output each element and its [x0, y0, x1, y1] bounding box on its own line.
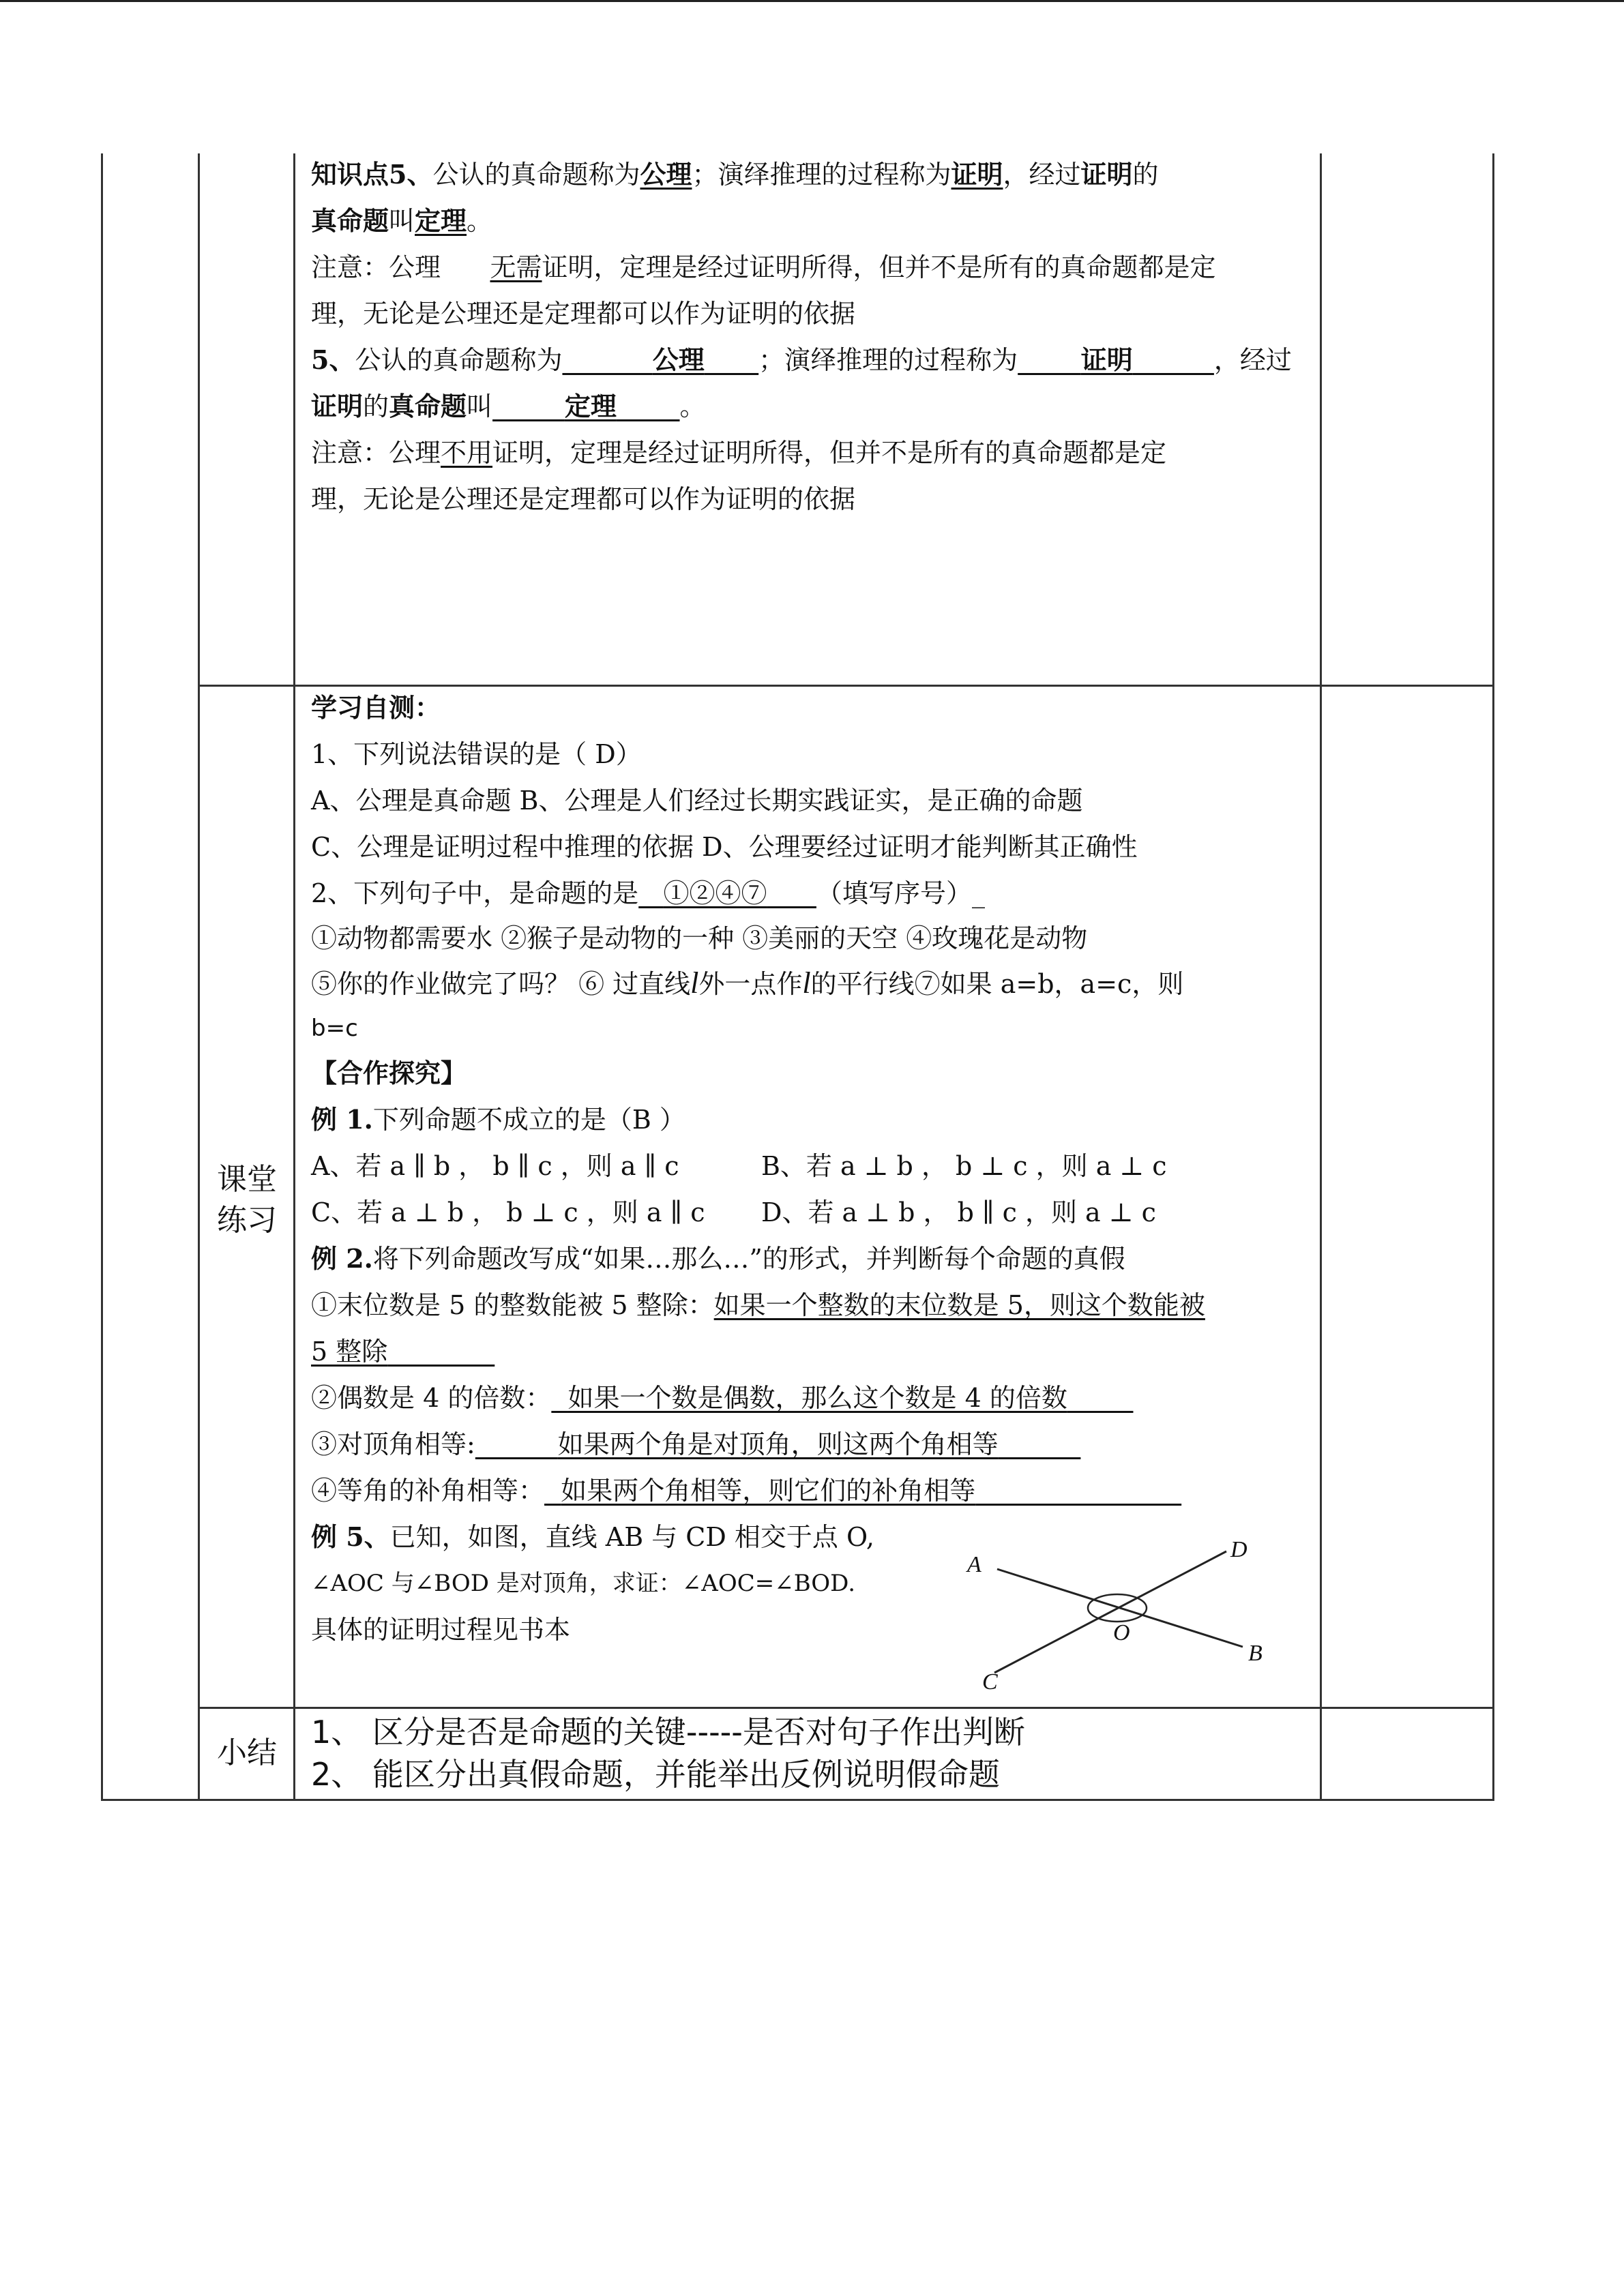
table-border-bottom	[101, 1799, 1494, 1801]
example-1-option-a: A、若 a ∥ b ， b ∥ c ，则 a ∥ c	[311, 1151, 679, 1181]
table-col-divider-1	[198, 153, 200, 1801]
q2-text: ⑤你的作业做完了吗？ ⑥ 过直线	[311, 969, 691, 999]
point-label-d: D	[1230, 1537, 1247, 1562]
p5-text-bold: 证明	[311, 391, 364, 421]
example-2-answer: 5 整除	[311, 1337, 388, 1367]
summary-cell	[311, 1711, 1314, 1795]
kp-text: 公认的真命题称为	[432, 160, 640, 190]
example-1-label: 例 1.	[311, 1104, 373, 1135]
self-test-heading: 学习自测：	[311, 692, 441, 723]
example-1-option-b: B、若 a ⊥ b ， b ⊥ c ，则 a ⊥ c	[761, 1151, 1167, 1181]
question-2-options-3: b=c	[311, 1015, 358, 1042]
note-text: 注意：公理	[311, 438, 441, 468]
p5-text: ；演绎推理的过程称为	[758, 345, 1018, 375]
note-text: 证明，定理是经过证明所得，但并不是所有的真命题都是定	[542, 252, 1216, 282]
example-1-options-ab	[311, 1143, 1314, 1189]
note-underlined: 无需	[490, 252, 542, 282]
example-2-item-text: ②偶数是 4 的倍数：	[311, 1383, 552, 1413]
question-2-options-2	[311, 960, 1314, 1007]
p5-text: 公认的真命题称为	[355, 345, 563, 375]
example-5-line-2: ∠AOC 与∠BOD 是对顶角，求证：∠AOC=∠BOD.	[311, 1570, 856, 1597]
example-5-text: 已知，如图，直线 AB 与 CD 相交于点 O,	[389, 1522, 874, 1552]
example-2-item-2	[311, 1375, 1314, 1421]
note-text: 注意：公理	[311, 252, 441, 282]
p5-text-bold: 真命题	[389, 391, 467, 421]
example-1-option-d: D、若 a ⊥ b ， b ∥ c ，则 a ⊥ c	[761, 1197, 1156, 1227]
q2-math-l: l	[690, 966, 699, 1000]
example-2-item-4	[311, 1467, 1314, 1514]
q2-math-l: l	[802, 966, 811, 1000]
table-col-divider-2	[293, 153, 295, 1801]
example-2-item-1-cont	[311, 1328, 1314, 1375]
point-label-c: C	[982, 1669, 998, 1695]
example-2-item-3	[311, 1421, 1314, 1467]
table-border-left	[101, 153, 103, 1801]
q2-text: 外一点作	[698, 969, 803, 999]
kp-text: 。	[467, 206, 493, 236]
row-label-classroom-practice	[213, 1159, 281, 1241]
example-2	[311, 1236, 1314, 1282]
p5-text: 叫	[467, 391, 493, 421]
row-label-text: 课堂练习	[217, 1162, 277, 1238]
question-2-options-1: ①动物都需要水 ②猴子是动物的一种 ③美丽的天空 ④玫瑰花是动物	[311, 923, 1088, 953]
q2-text: （填写序号）_	[816, 878, 985, 908]
note-2-line-2: 理，无论是公理还是定理都可以作为证明的依据	[311, 484, 856, 514]
kp-answer-theorem: 定理	[415, 205, 467, 236]
table-col-divider-3	[1320, 153, 1322, 1801]
note-text: 证明，定理是经过证明所得，但并不是所有的真命题都是定	[492, 438, 1167, 468]
question-1-options-ab: A、公理是真命题 B、公理是人们经过长期实践证实，是正确的命题	[311, 786, 1083, 816]
p5-answer-axiom: 公理	[652, 344, 705, 375]
example-2-item-text: ④等角的补角相等：	[311, 1476, 545, 1506]
line-cd	[994, 1551, 1226, 1673]
question-1-options-cd: C、公理是证明过程中推理的依据 D、公理要经过证明才能判断其正确性	[311, 832, 1138, 862]
example-2-answer: 如果一个数是偶数，那么这个数是 4 的倍数	[567, 1383, 1067, 1413]
kp-line-1	[311, 151, 1314, 198]
point-label-o: O	[1113, 1620, 1130, 1645]
example-1-text: 下列命题不成立的是（B ）	[372, 1105, 685, 1135]
example-2-item-text: ①末位数是 5 的整数能被 5 整除：	[311, 1290, 714, 1320]
example-2-answer: 如果两个角是对顶角，则这两个角相等	[557, 1429, 999, 1459]
kp-answer-axiom: 公理	[640, 159, 692, 190]
question-1: 1、下列说法错误的是（ D）	[311, 739, 642, 769]
q2-text: 2、下列句子中，是命题的是	[311, 878, 639, 908]
p5-answer-theorem: 定理	[564, 391, 617, 421]
example-2-text: 将下列命题改写成“如果…那么…”的形式，并判断每个命题的真假	[372, 1244, 1125, 1274]
page-top-border	[0, 0, 1624, 2]
kp-text-bold: 证明	[1080, 159, 1133, 190]
practice-cell	[311, 685, 1314, 1653]
example-2-answer: 如果一个整数的末位数是 5，则这个数能被	[713, 1290, 1205, 1320]
summary-item-2: 2、 能区分出真假命题，并能举出反例说明假命题	[311, 1756, 1000, 1793]
kp-text-bold: 真命题	[311, 205, 389, 236]
knowledge-point-cell	[311, 151, 1314, 522]
example-5-line-3: 具体的证明过程见书本	[311, 1615, 571, 1645]
note-1-line-1	[311, 244, 1314, 290]
example-5-label: 例 5、	[311, 1521, 390, 1552]
kp-text: 叫	[389, 206, 415, 236]
q2-answer: ①②④⑦	[663, 878, 767, 908]
table-border-right	[1492, 153, 1494, 1801]
cooperative-inquiry-heading: 【合作探究】	[311, 1058, 467, 1088]
p5-answer-proof: 证明	[1080, 344, 1133, 375]
point-label-a: A	[967, 1552, 981, 1577]
p5-number: 5、	[311, 344, 355, 375]
question-2	[311, 870, 1314, 916]
note-1-line-2: 理，无论是公理还是定理都可以作为证明的依据	[311, 299, 856, 329]
example-2-answer: 如果两个角相等，则它们的补角相等	[561, 1476, 976, 1506]
point-label-b: B	[1248, 1641, 1263, 1666]
kp-answer-proof: 证明	[951, 159, 1003, 190]
note-underlined: 不用	[441, 438, 493, 468]
example-2-item-1	[311, 1282, 1314, 1328]
kp-text: ；演绎推理的过程称为	[692, 160, 951, 190]
example-2-label: 例 2.	[311, 1243, 373, 1274]
p5-text: ，经过	[1213, 345, 1292, 375]
row-label-summary: 小结	[217, 1735, 277, 1770]
p5-line-1	[311, 337, 1314, 383]
kp-text: 的	[1132, 160, 1159, 190]
p5-line-2	[311, 383, 1314, 430]
q2-text: 的平行线⑦如果 a=b，a=c，则	[810, 969, 1184, 999]
summary-item-1: 1、 区分是否是命题的关键-----是否对句子作出判断	[311, 1714, 1025, 1750]
p5-text: 。	[679, 391, 706, 421]
example-1-options-cd	[311, 1189, 1314, 1236]
table-row-divider-2	[198, 1707, 1494, 1709]
kp-label: 知识点5、	[311, 159, 433, 190]
example-1	[311, 1097, 1314, 1143]
p5-text: 的	[363, 391, 389, 421]
example-1-option-c: C、若 a ⊥ b ， b ⊥ c ，则 a ∥ c	[311, 1197, 705, 1227]
note-2-line-1	[311, 430, 1314, 476]
kp-text: ，经过	[1003, 160, 1081, 190]
intersecting-lines-figure	[955, 1531, 1282, 1695]
kp-line-2	[311, 198, 1314, 244]
example-2-item-text: ③对顶角相等:	[311, 1429, 475, 1459]
